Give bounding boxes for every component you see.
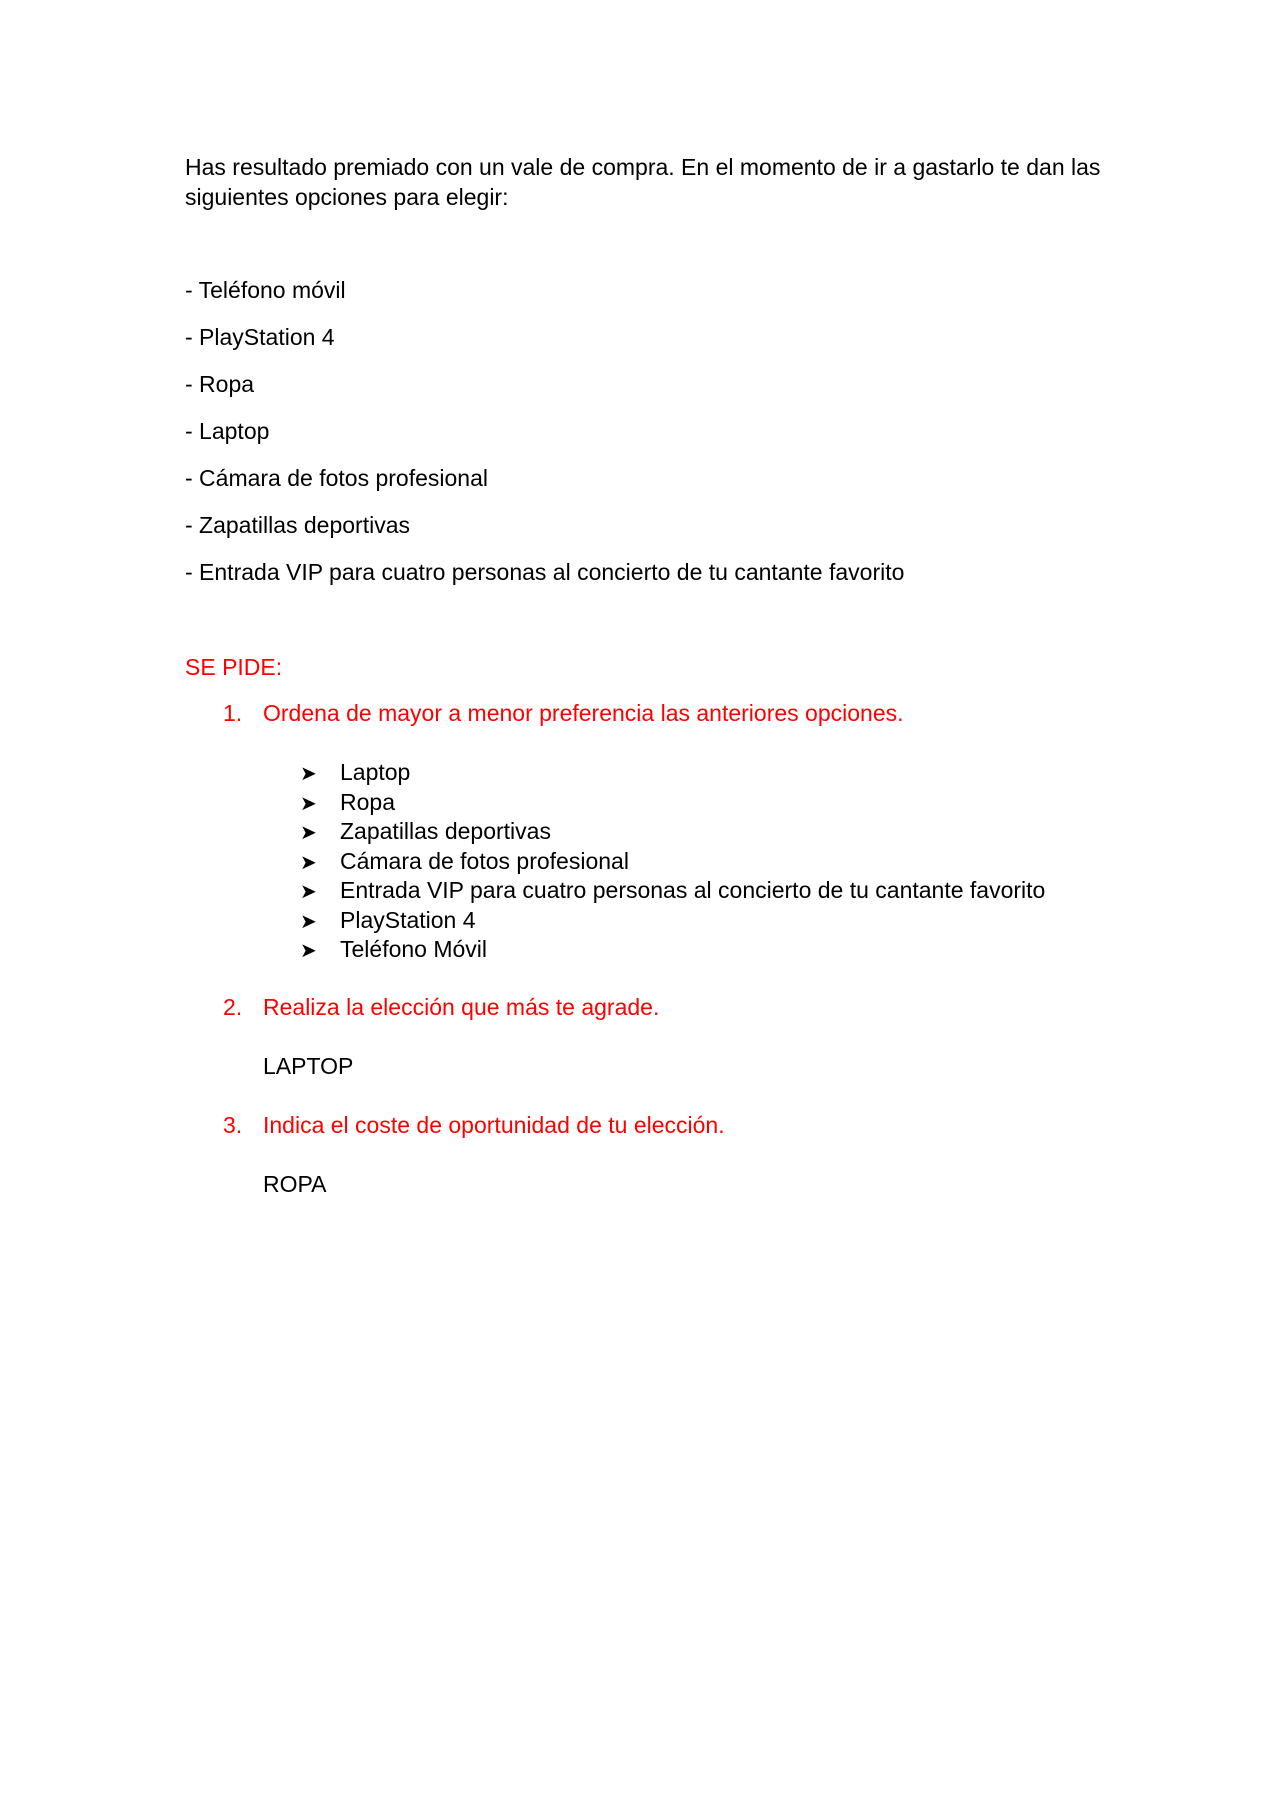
task-text: Indica el coste de oportunidad de tu elección. [263,1112,725,1138]
option-item: - PlayStation 4 [185,324,335,350]
task-2 [223,992,659,1022]
ranking-item-label: PlayStation 4 [340,906,476,933]
task-text: Ordena de mayor a menor preferencia las anteriores opciones. [263,700,904,726]
arrow-bullet-icon: ➤ [300,822,317,844]
ranking-item-label: Laptop [340,759,411,785]
answer-cost: ROPA [263,1171,327,1197]
ranking-item [300,817,1045,847]
ranking-item [300,847,1045,877]
option-item: - Laptop [185,418,270,444]
arrow-bullet-icon: ➤ [300,910,317,933]
arrow-bullet-icon: ➤ [300,763,317,785]
ranking-item-label: Zapatillas deportivas [340,818,551,844]
option-item: - Cámara de fotos profesional [185,465,488,491]
ranking-list [300,758,1045,965]
option-item: - Teléfono móvil [185,277,346,303]
se-pide-heading: SE PIDE: [185,654,283,680]
task-number: 2. [223,994,243,1020]
ranking-item [300,876,1045,906]
option-item: - Ropa [185,371,255,397]
ranking-item [300,788,1045,818]
ranking-item-label: Cámara de fotos profesional [340,847,629,874]
task-number: 1. [223,700,243,726]
option-item: - Entrada VIP para cuatro personas al concierto de tu cantante favorito [185,559,905,585]
task-number: 3. [223,1112,243,1138]
options-list [185,275,904,604]
arrow-bullet-icon: ➤ [300,792,317,815]
ranking-item [300,906,1045,936]
arrow-bullet-icon: ➤ [300,851,317,874]
ranking-item-label: Entrada VIP para cuatro personas al concierto de tu cantante favorito [340,877,1046,903]
intro-paragraph: Has resultado premiado con un vale de compra. En el momento de ir a gastarlo te dan las siguientes opciones para elegir: [185,154,1101,210]
task-3 [223,1110,725,1140]
option-item: - Zapatillas deportivas [185,512,410,538]
ranking-item-label: Ropa [340,788,395,815]
ranking-item [300,758,1045,788]
arrow-bullet-icon: ➤ [300,881,317,903]
ranking-item [300,935,1045,965]
task-text: Realiza la elección que más te agrade. [263,994,660,1020]
arrow-bullet-icon: ➤ [300,940,317,962]
task-1 [223,698,904,728]
ranking-item-label: Teléfono Móvil [340,936,488,962]
answer-choice: LAPTOP [263,1053,354,1079]
